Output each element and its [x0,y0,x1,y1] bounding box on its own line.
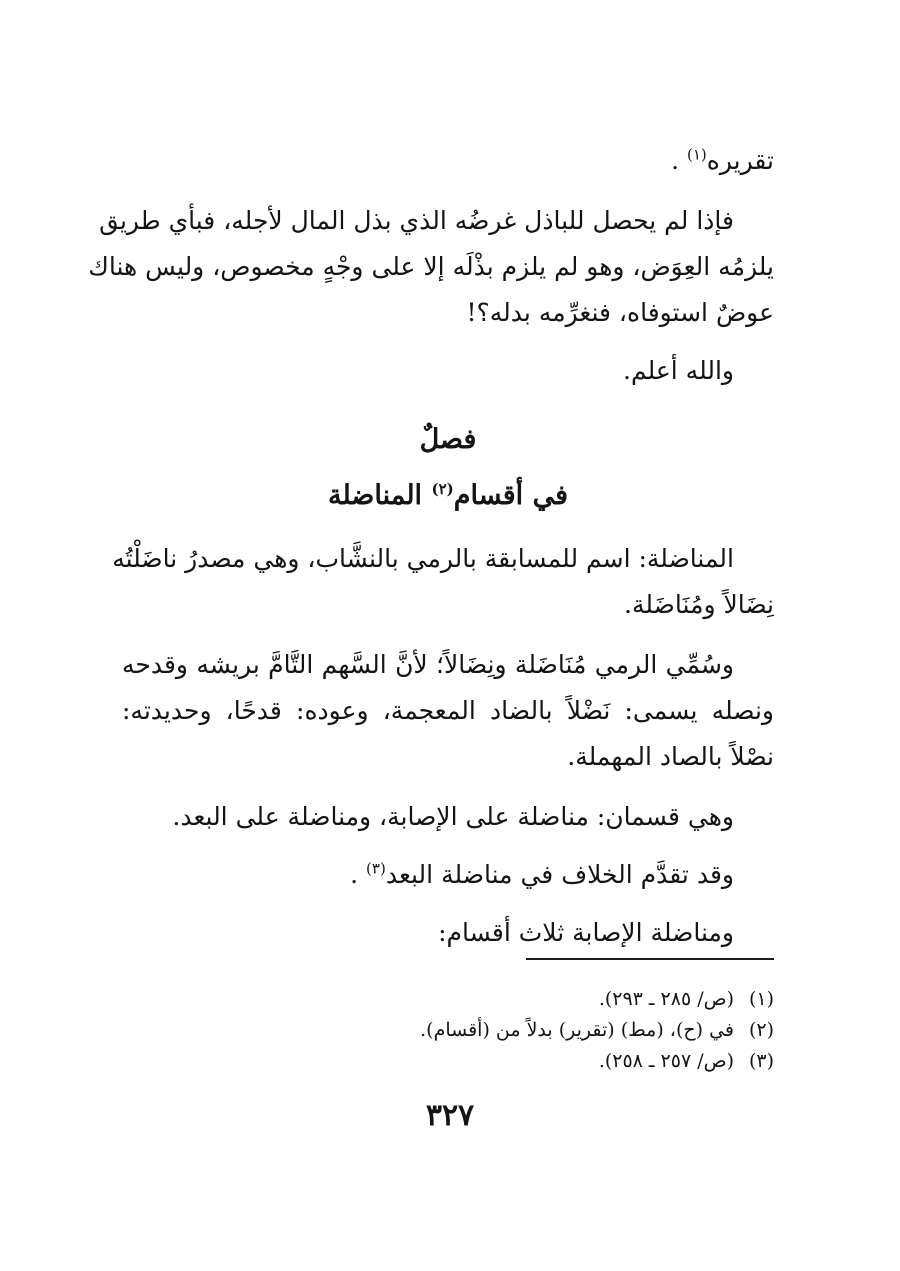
footnote-text: (ص/ ٢٥٧ ـ ٢٥٨). [598,1050,734,1072]
text-line: يلزمُه العِوَض، وهو لم يلزم بذْلَه إلا على وجْهٍ مخصوص، وليس هناك [88,252,774,281]
text-line: ونصله يسمى: نَضْلاً بالضاد المعجمة، وعوده: قدحًا، وحديدته: [122,696,774,725]
paragraph-2-cont [88,244,774,336]
text-run: تقريره [706,146,774,175]
paragraph-4-cont [122,582,774,628]
text-run: . [350,860,359,889]
text-line [122,138,774,184]
footnote-number: (٢) [748,1019,774,1041]
page-number: ٣٢٧ [425,1098,475,1133]
paragraph-1 [122,138,774,184]
main-text [88,138,774,956]
paragraph-2 [99,198,774,244]
text-line [122,852,734,898]
paragraph-5 [122,642,774,688]
footnote-number: (٣) [748,1050,774,1072]
paragraph-6 [122,794,774,840]
text-line: ومناضلة الإصابة ثلاث أقسام: [438,918,734,947]
text-line: وسُمِّي الرمي مُنَاضَلة ونِضَالاً؛ لأنَّ السَّهم التَّامَّ بريشه وقدحه [122,650,734,679]
text-line: عوضٌ استوفاه، فنغرِّمه بدله؟! [466,298,774,327]
text-line: نِضَالاً ومُنَاضَلة. [624,590,774,619]
footnote-number: (١) [748,988,774,1010]
footnote-item [122,984,774,1015]
footnote-item [122,1046,774,1077]
text-line: المناضلة: اسم للمسابقة بالرمي بالنشَّاب، وهي مصدرُ ناضَلْتُه [112,544,734,573]
footnote-item [122,1015,774,1046]
footnotes [122,984,774,1077]
footnote-text: في (ح)، (مط) (تقرير) بدلاً من (أقسام). [420,1019,734,1041]
text-run: . [671,146,680,175]
paragraph-3 [122,348,774,394]
footnote-ref-2[interactable]: (٢) [431,480,454,498]
text-run: وقد تقدَّم الخلاف في مناضلة البعد [385,860,734,889]
footnote-divider [526,958,774,960]
section-subtitle [122,470,774,522]
text-run: المناضلة [328,480,423,511]
footnote-ref-3[interactable]: (٣) [366,859,386,878]
text-line: نصْلاً بالصاد المهملة. [567,742,774,771]
text-run: في أقسام [453,480,568,511]
footnote-ref-1[interactable]: (١) [686,145,707,164]
footnote-text: (ص/ ٢٨٥ ـ ٢٩٣). [598,988,734,1010]
text-line: وهي قسمان: مناضلة على الإصابة، ومناضلة على البعد. [172,802,734,831]
text-line: والله أعلم. [623,356,734,385]
paragraph-7 [122,852,774,898]
section-title: فصلٌ [419,424,477,455]
paragraph-4 [112,536,774,582]
paragraph-8 [122,910,774,956]
paragraph-5-cont [122,688,774,780]
text-line: فإذا لم يحصل للباذل غرضُه الذي بذل المال لأجله، فبأي طريق [99,206,734,235]
